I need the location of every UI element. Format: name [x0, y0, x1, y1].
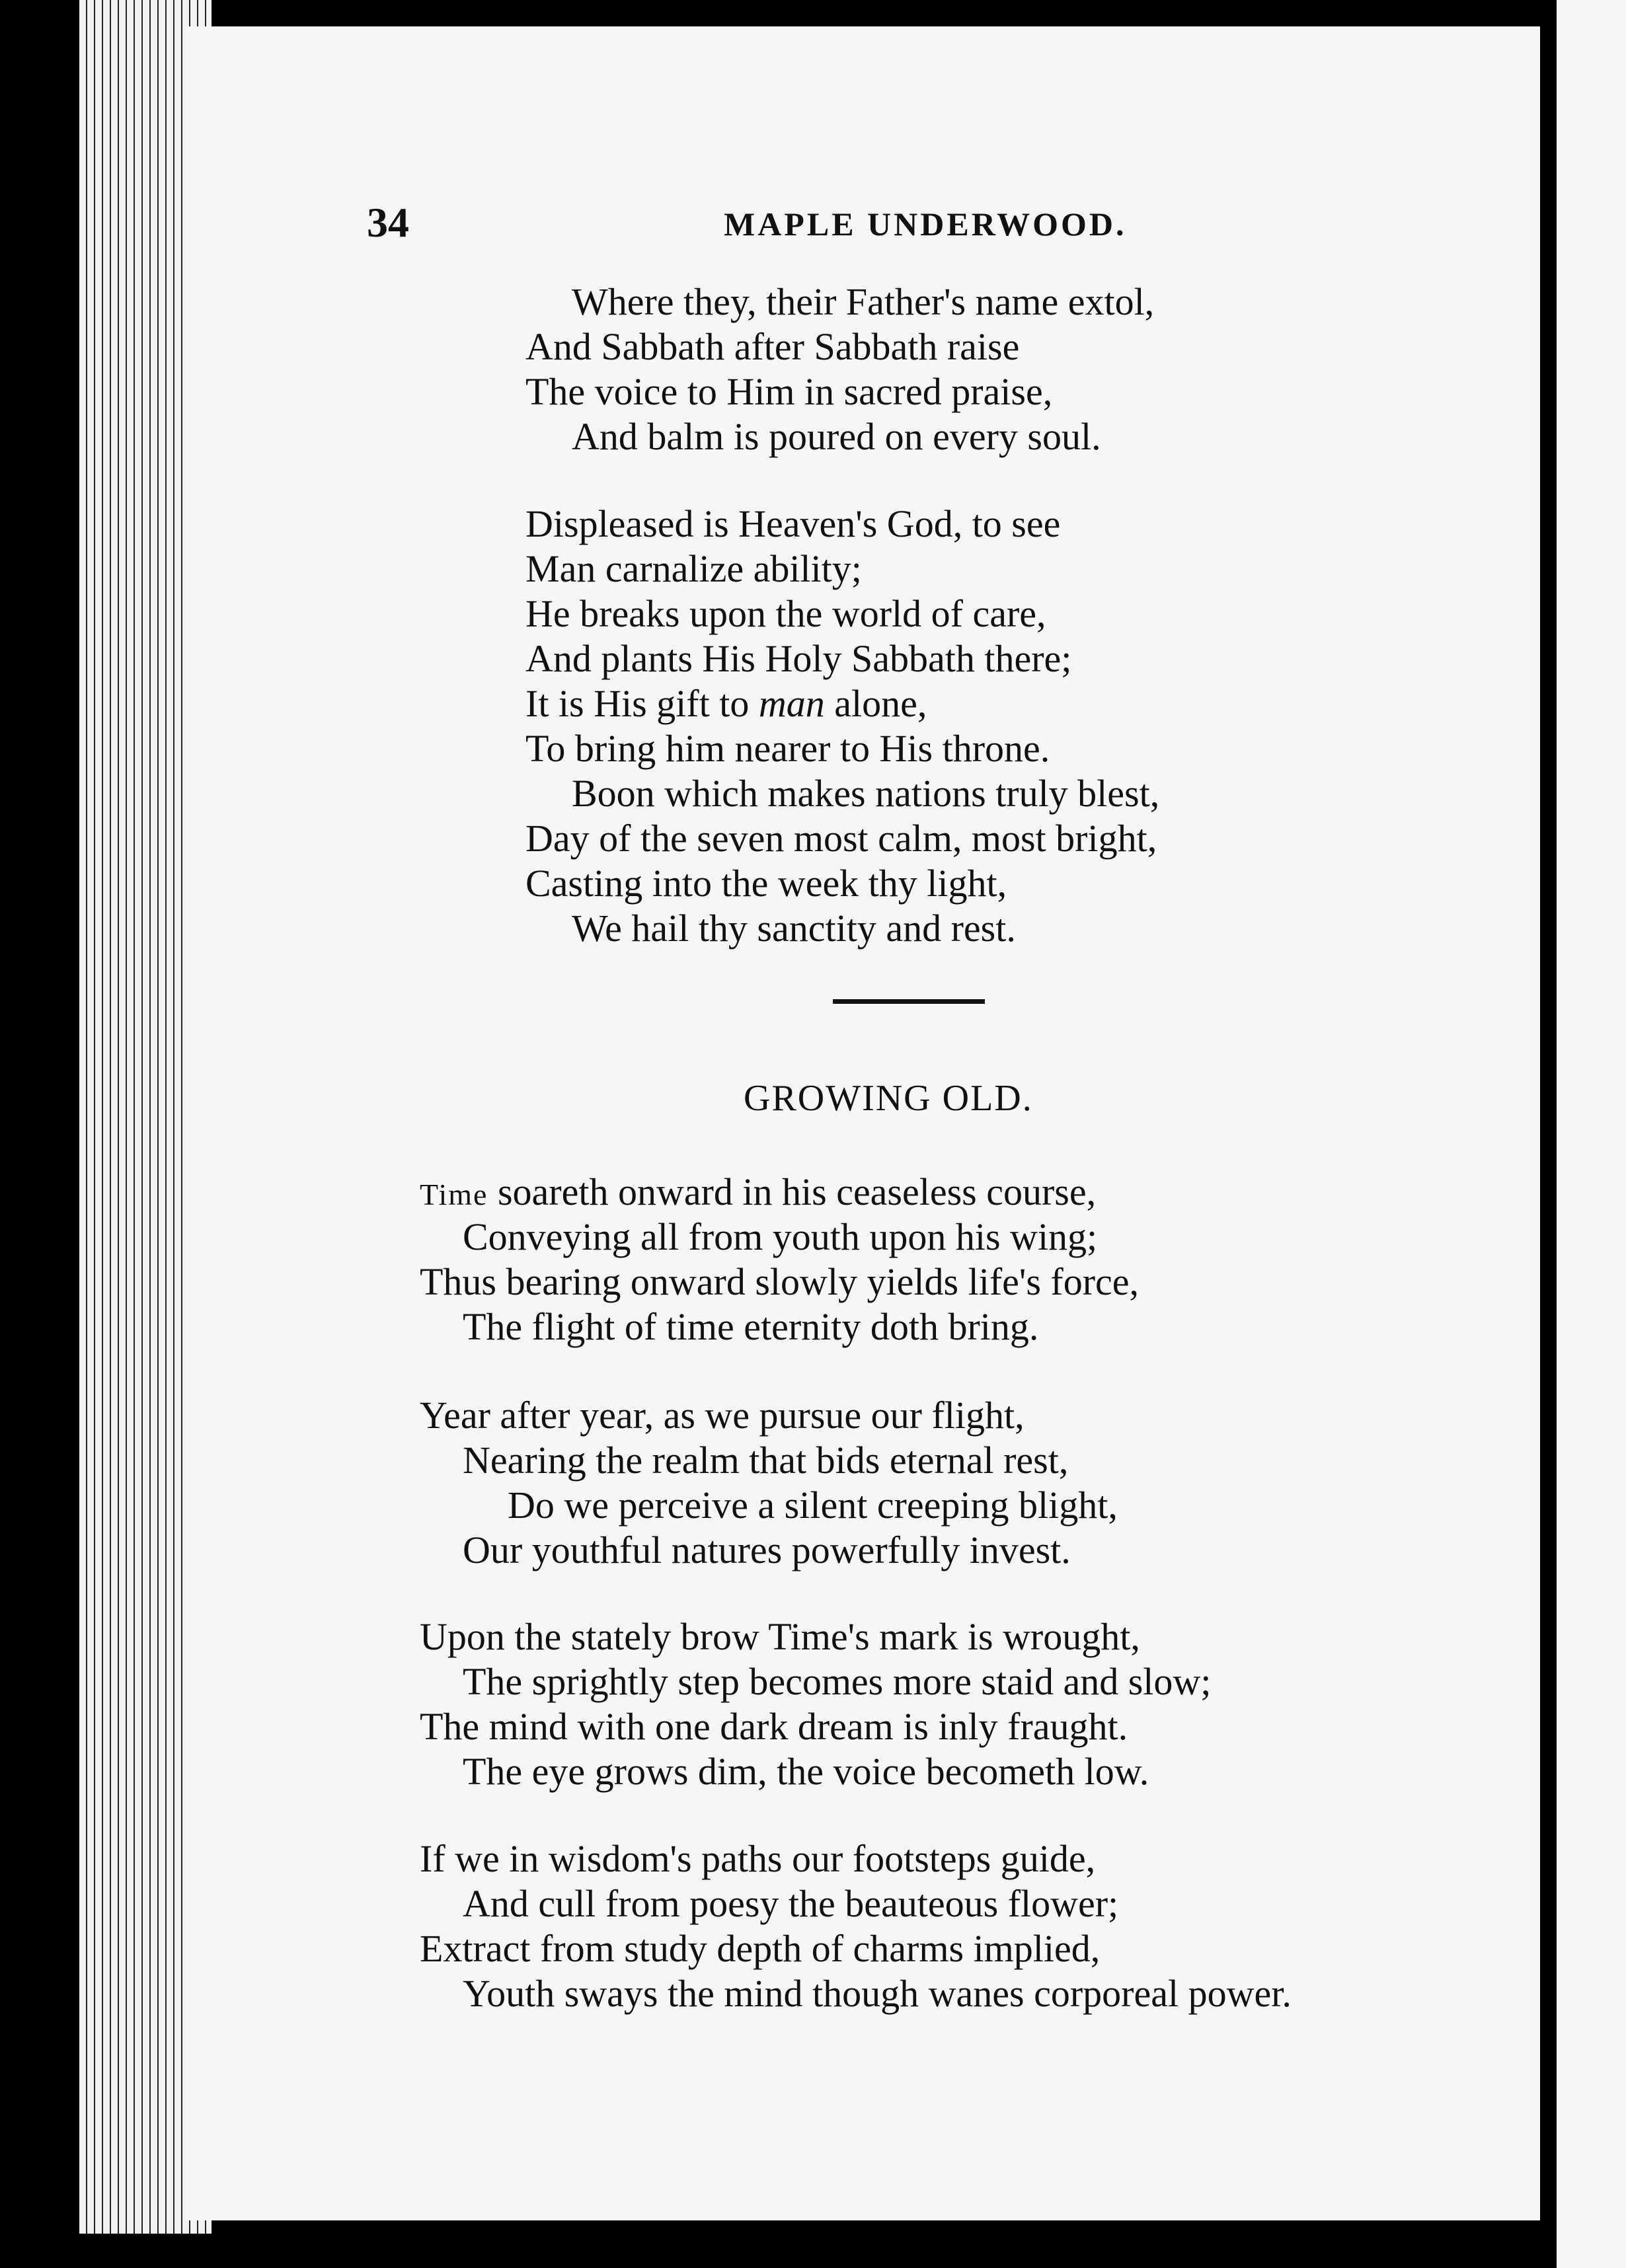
poem-line: He breaks upon the world of care,: [525, 592, 1046, 635]
poem-line: Thus bearing onward slowly yields life's force,: [420, 1260, 1140, 1303]
running-title: MAPLE UNDERWOOD.: [724, 206, 1127, 243]
poem-line: And balm is poured on every soul.: [572, 415, 1101, 458]
poem-line: And cull from poesy the beauteous flower;: [463, 1882, 1119, 1925]
poem-line: And Sabbath after Sabbath raise: [525, 325, 1020, 368]
facing-page-edge: [1557, 0, 1626, 2268]
poem-line: [420, 1170, 1096, 1214]
poem-line: The voice to Him in sacred praise,: [525, 370, 1053, 413]
section-divider: [833, 999, 985, 1004]
poem-line: Extract from study depth of charms implied,: [420, 1927, 1101, 1970]
page-number: 34: [367, 199, 409, 246]
poem-line: And plants His Holy Sabbath there;: [525, 637, 1072, 680]
poem-line: Conveying all from youth upon his wing;: [463, 1215, 1098, 1258]
poem-line: Year after year, as we pursue our flight,: [420, 1394, 1025, 1437]
poem-line: Nearing the realm that bids eternal rest,: [463, 1439, 1069, 1482]
poem-line: Day of the seven most calm, most bright,: [525, 817, 1157, 860]
poem-line: Do we perceive a silent creeping blight,: [508, 1484, 1118, 1527]
small-caps-opening: Time: [420, 1178, 488, 1211]
poem-line: Where they, their Father's name extol,: [572, 280, 1155, 323]
poem-line: Displeased is Heaven's God, to see: [525, 502, 1061, 545]
poem-text: alone,: [834, 682, 927, 725]
poem-line: The flight of time eternity doth bring.: [463, 1305, 1039, 1348]
poem-line: Boon which makes nations truly blest,: [572, 772, 1160, 815]
poem-line: We hail thy sanctity and rest.: [572, 907, 1016, 950]
running-head: [185, 198, 1540, 264]
poem-line: Casting into the week thy light,: [525, 862, 1007, 905]
poem-line: If we in wisdom's paths our footsteps guide,: [420, 1837, 1096, 1880]
poem-line: The mind with one dark dream is inly fraught.: [420, 1705, 1128, 1748]
poem-line: Man carnalize ability;: [525, 547, 862, 590]
poem-line: Upon the stately brow Time's mark is wrought,: [420, 1615, 1140, 1658]
book-page: [185, 26, 1540, 2220]
poem-line: Youth sways the mind though wanes corporeal power.: [463, 1972, 1292, 2015]
italic-word: man: [758, 682, 825, 725]
poem-title: GROWING OLD.: [744, 1078, 1033, 1119]
poem-line: To bring him nearer to His throne.: [525, 727, 1050, 770]
poem-text: soareth onward in his ceaseless course,: [497, 1170, 1097, 1213]
poem-line: The sprightly step becomes more staid and slow;: [463, 1660, 1212, 1703]
poem-line: Our youthful natures powerfully invest.: [463, 1529, 1071, 1571]
poem-line: The eye grows dim, the voice becometh low.: [463, 1750, 1149, 1793]
poem-line: [525, 681, 927, 726]
poem-text: It is His gift to: [525, 682, 750, 725]
